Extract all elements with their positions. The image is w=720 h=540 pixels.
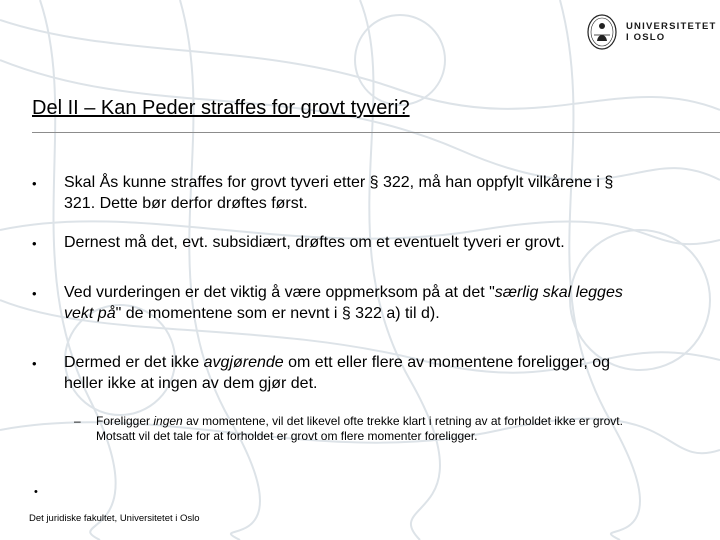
sub-bullet-emphasis: ingen — [153, 414, 183, 428]
title-divider — [32, 132, 720, 133]
bullet-text-3-pre: Ved vurderingen er det viktig å være oppmerksom på at det " — [64, 284, 495, 301]
empty-bullet-marker: • — [34, 486, 38, 498]
sub-bullet-marker: – — [74, 414, 81, 428]
university-logo — [586, 12, 717, 52]
bullet-text-4 — [64, 352, 644, 394]
logo-wordmark — [626, 21, 717, 43]
bullet-text-4-post: om ett eller flere av momentene foreligger, og heller ikke at ingen av dem gjør det. — [64, 354, 611, 392]
university-seal-icon — [586, 13, 618, 51]
sub-bullet-post: av momentene, vil det likevel ofte trekke klart i retning av at forholdet ikke er grovt. Motsatt vil det tale for at forholdet er grovt om flere momenter foreligger. — [96, 414, 623, 443]
bullet-marker: • — [32, 176, 37, 191]
bullet-text-2: Dernest må det, evt. subsidiært, drøftes om et eventuelt tyveri er grovt. — [64, 234, 565, 251]
bullet-text-3-post: " de momentene som er nevnt i § 322 a) til d). — [115, 305, 440, 322]
bullet-text-3-emphasis: særlig skal legges vekt på — [64, 284, 623, 322]
slide-title: Del II – Kan Peder straffes for grovt tyveri? — [32, 97, 410, 119]
bullet-text-3 — [64, 282, 644, 324]
sub-bullet-text — [96, 414, 656, 444]
bullet-marker: • — [32, 236, 37, 251]
bullet-text-4-emphasis: avgjørende — [203, 354, 284, 371]
bullet-marker: • — [32, 286, 37, 301]
logo-line-2: I OSLO — [626, 32, 666, 43]
footer-text: Det juridiske fakultet, Universitetet i Oslo — [29, 513, 200, 524]
bullet-text-1: Skal Ås kunne straffes for grovt tyveri etter § 322, må han oppfylt vilkårene i § 321. Dette bør derfor drøftes først. — [64, 174, 614, 212]
bullet-marker: • — [32, 356, 37, 371]
bullet-text-4-pre: Dermed er det ikke — [64, 354, 204, 371]
logo-line-1: UNIVERSITETET — [626, 21, 717, 32]
sub-bullet-pre: Foreligger — [96, 414, 154, 428]
